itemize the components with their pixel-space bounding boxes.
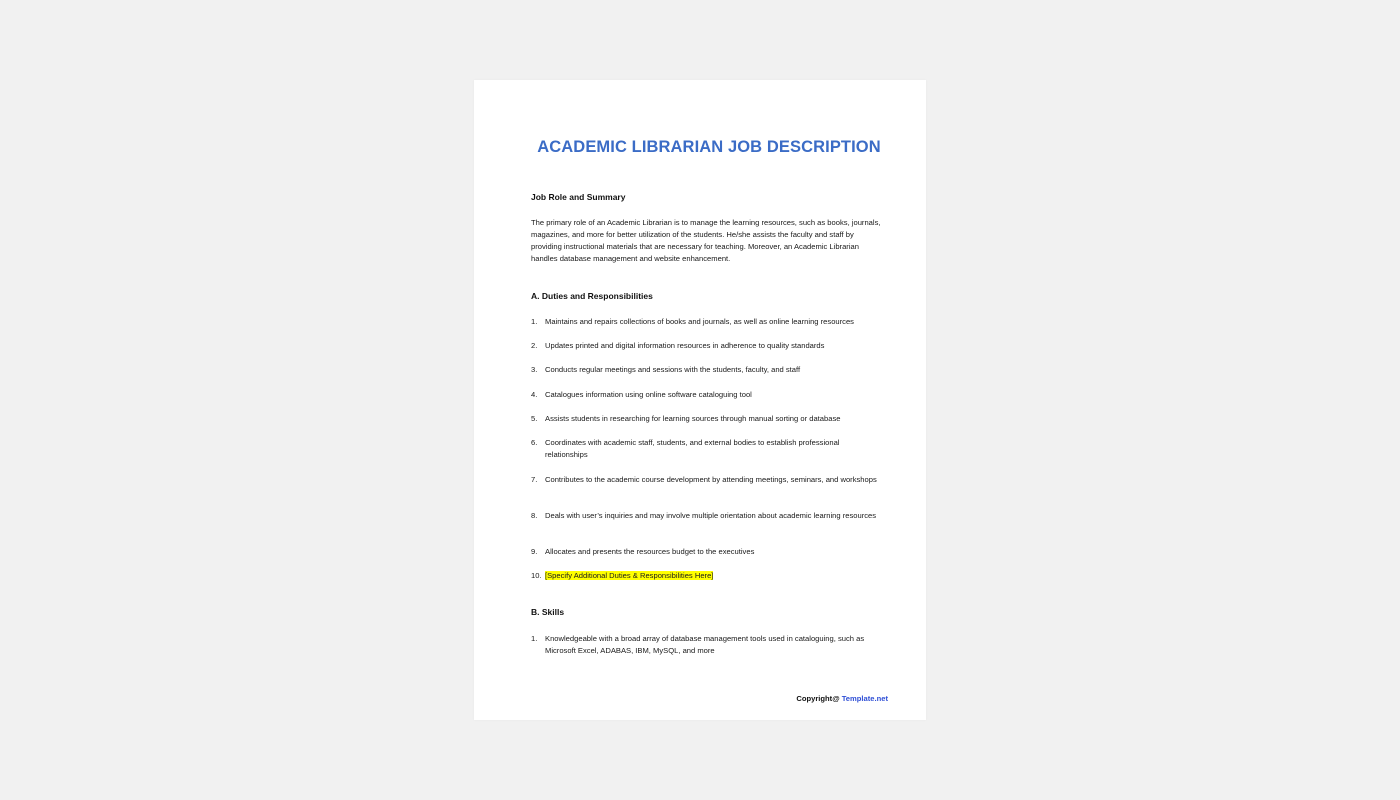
skill-item bbox=[531, 633, 883, 657]
duty-text: Catalogues information using online software cataloguing tool bbox=[545, 390, 752, 399]
duty-item bbox=[531, 437, 883, 461]
placeholder-highlight: [Specify Additional Duties & Responsibilities Here] bbox=[545, 571, 714, 580]
duty-text: Contributes to the academic course development by attending meetings, seminars, and workshops bbox=[545, 475, 877, 484]
skill-number: 1. bbox=[531, 634, 538, 643]
duty-item bbox=[531, 340, 883, 352]
duty-text: Allocates and presents the resources budget to the executives bbox=[545, 547, 755, 556]
section-heading-job-role: Job Role and Summary bbox=[531, 192, 626, 202]
duty-text: Assists students in researching for learning sources through manual sorting or database bbox=[545, 414, 841, 423]
document-page bbox=[474, 80, 926, 720]
summary-paragraph: The primary role of an Academic Librarian is to manage the learning resources, such as books, journals, magazines, and more for better utilization of the students. He/she assists the faculty and staff by providing instructional materials that are necessary for teaching. Moreover, an Academic Librarian handles database management and website enhancement. bbox=[531, 218, 881, 264]
template-net-link[interactable]: Template.net bbox=[841, 694, 888, 703]
section-heading-skills: B. Skills bbox=[531, 607, 565, 617]
duty-number: 9. bbox=[531, 547, 538, 556]
duty-item bbox=[531, 389, 883, 401]
duty-number: 8. bbox=[531, 511, 538, 520]
duty-item bbox=[531, 546, 883, 558]
copyright-label: Copyright@ bbox=[796, 694, 842, 703]
duty-text: Maintains and repairs collections of books and journals, as well as online learning resources bbox=[545, 317, 854, 326]
duty-number: 7. bbox=[531, 475, 538, 484]
duty-number: 1. bbox=[531, 317, 538, 326]
duty-number: 3. bbox=[531, 365, 538, 374]
section-heading-duties: A. Duties and Responsibilities bbox=[531, 291, 653, 301]
copyright-footer bbox=[796, 694, 888, 703]
skill-text: Knowledgeable with a broad array of database management tools used in cataloguing, such as Microsoft Excel, ADABAS, IBM, MySQL, and more bbox=[545, 634, 865, 656]
duty-text: Updates printed and digital information resources in adherence to quality standards bbox=[545, 341, 825, 350]
duty-text: Deals with user’s inquiries and may involve multiple orientation about academic learning resources bbox=[545, 511, 877, 520]
duty-text: Coordinates with academic staff, students, and external bodies to establish professional relationships bbox=[545, 438, 840, 460]
duty-item bbox=[531, 413, 883, 425]
duty-item bbox=[531, 316, 883, 328]
duty-number: 6. bbox=[531, 438, 538, 447]
duty-item bbox=[531, 510, 883, 522]
duty-number: 5. bbox=[531, 414, 538, 423]
duty-number: 2. bbox=[531, 341, 538, 350]
duty-number: 4. bbox=[531, 390, 538, 399]
duty-text: Conducts regular meetings and sessions with the students, faculty, and staff bbox=[545, 365, 801, 374]
document-title: ACADEMIC LIBRARIAN JOB DESCRIPTION bbox=[537, 138, 881, 156]
duty-item bbox=[531, 364, 883, 376]
duty-item bbox=[531, 474, 883, 486]
duty-number: 10. bbox=[531, 571, 542, 580]
duty-item bbox=[531, 570, 883, 582]
